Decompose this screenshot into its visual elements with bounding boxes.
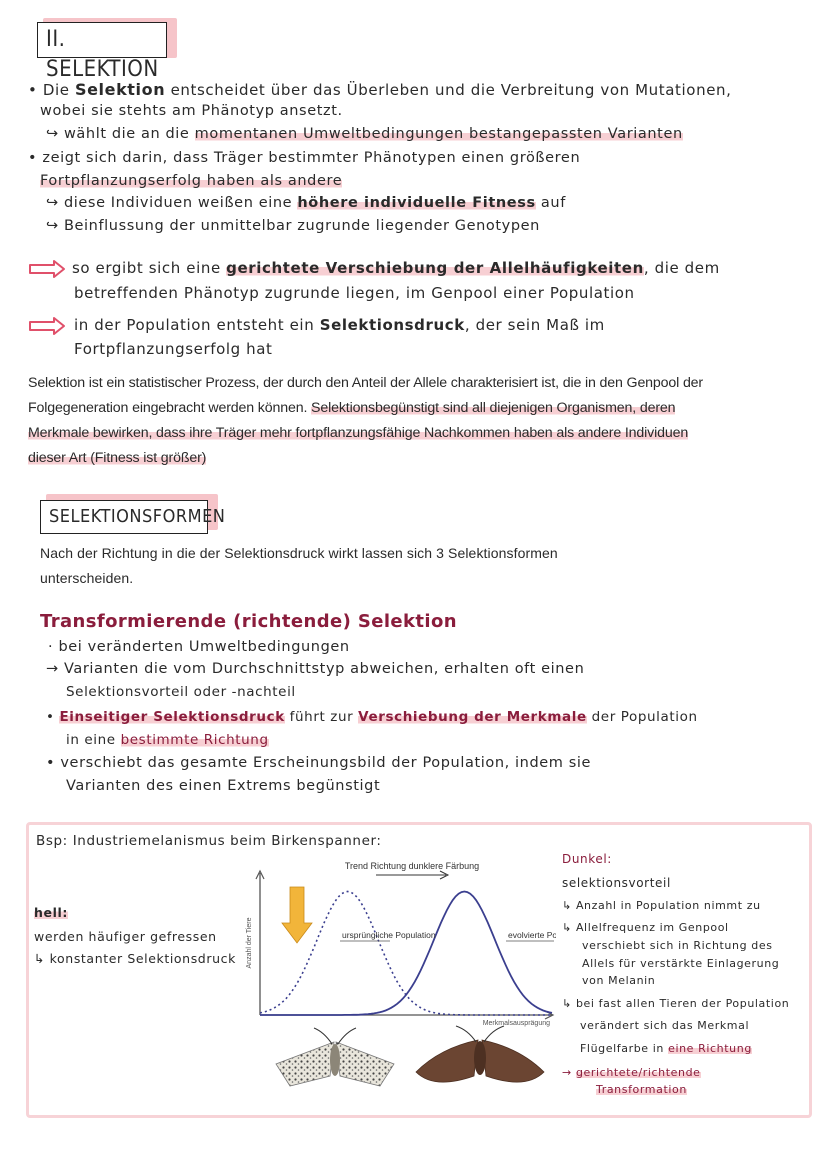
text: verschiebt sich in Richtung des [582,939,773,952]
bullet: • [46,709,55,725]
dunkel-line-6 [582,974,655,987]
intro-line-7 [46,218,540,234]
text: Selektionsvorteil oder -nachteil [66,684,296,700]
text: Flügelfarbe in [580,1042,669,1055]
conclusion-1-line-2 [74,284,635,302]
hook-arrow-icon: ↳ [562,921,572,934]
text: selektionsvorteil [562,876,671,890]
hook-arrow-icon: ↳ [34,951,46,966]
conclusion-1-line-1 [72,259,720,277]
bullet: · [48,639,54,655]
intro-line-2 [40,103,343,119]
bullet: • [28,150,38,166]
example-title [36,833,382,849]
trend-label: Trend Richtung dunklere Färbung [344,861,480,871]
transform-bullet-3 [46,709,698,725]
highlight-text: bestimmte Richtung [120,732,269,748]
evo-pop-label: evolvierte Po [508,930,556,940]
intro-line-1 [28,80,732,99]
text: Folgegeneration eingebracht werden können. [28,400,312,416]
text: verändert sich das Merkmal [580,1019,750,1032]
highlight-text: Selektionsbegünstigt sind all diejenigen Organismen, deren [311,400,676,416]
text: zeigt sich darin, dass Träger bestimmter Phänotypen einen größeren [42,150,581,166]
down-arrow-icon [282,887,312,943]
transform-bullet-3b [66,732,269,748]
text: entscheidet über das Überleben und die Verbreitung von Mutationen, [165,81,732,99]
text: Transformierende (richtende) Selektion [40,611,457,632]
text: in eine [66,732,121,748]
transform-bullet-2 [46,661,584,677]
keyword-selektionsdruck: Selektionsdruck [319,316,465,334]
text: Beinflussung der unmittelbar zugrunde liegender Genotypen [63,218,540,234]
text: bei veränderten Umweltbedingungen [58,639,350,655]
dunkel-line-2 [562,899,761,912]
forms-intro-1 [40,545,558,561]
highlight-text: hell: [34,905,68,920]
forms-heading-wrap [40,500,226,534]
text: Anzahl in Population nimmt zu [575,899,761,912]
dunkel-line-7 [562,997,789,1010]
highlight-text: Transformation [596,1083,687,1096]
highlight-text: Einseitiger Selektionsdruck [59,709,285,725]
arrow-right-icon: → [46,661,59,677]
definition-line-3 [28,425,688,441]
hook-arrow-icon: ↳ [562,899,572,912]
text: wobei sie stehts am Phänotyp ansetzt. [40,103,343,119]
dunkel-line-9 [580,1042,752,1055]
text: Selektion ist ein statistischer Prozess, der durch den Anteil der Allele charakterisiert ist, die in den Genpool der [28,375,703,391]
page-title-wrap [37,22,167,82]
dunkel-line-11 [596,1083,687,1096]
conclusion-2-line-2 [74,340,273,358]
highlight-text: Fortpflanzungserfolg haben als andere [40,173,343,189]
definition-line-2 [28,400,675,416]
hook-arrow-icon: ↪ [46,126,59,142]
highlight-text: gerichtete/richtende [575,1066,701,1079]
orig-pop-label: ursprüngliche Population [342,930,436,940]
highlight-text: dieser Art (Fitness ist größer) [28,450,207,466]
dunkel-line-10 [562,1066,701,1079]
definition-line-1 [28,375,703,391]
selection-chart [240,855,556,1037]
hell-label [34,905,68,920]
text: so ergibt sich eine [72,259,227,277]
highlight-text: eine Richtung [668,1042,752,1055]
text: , die dem [643,259,720,277]
pink-arrow-icon [28,316,66,336]
text: werden häufiger gefressen [34,929,217,944]
transform-bullet-2b [66,684,296,700]
dunkel-label [562,852,612,866]
dunkel-line-1 [562,876,671,890]
text: Bsp: Industriemelanismus beim Birkenspanner: [36,833,382,849]
definition-line-4 [28,450,206,466]
highlight-text: Verschiebung der Merkmale [358,709,587,725]
intro-line-5 [40,173,342,189]
text: konstanter Selektionsdruck [49,951,236,966]
light-moth-image [270,1024,400,1092]
bullet: • [46,755,56,771]
hook-arrow-icon: ↪ [46,195,59,211]
intro-line-6 [46,195,566,211]
text: unterscheiden. [40,570,134,586]
hook-arrow-icon: ↪ [46,218,59,234]
text: Allelfrequenz im Genpool [575,921,729,934]
transform-heading [40,611,457,632]
forms-intro-2 [40,570,133,586]
intro-line-3 [46,126,683,142]
dunkel-line-4 [582,939,773,952]
text: der Population [586,709,698,725]
arrow-right-icon: → [562,1066,572,1079]
text: Varianten des einen Extrems begünstigt [66,778,381,794]
text: Die [42,81,75,99]
text: diese Individuen weißen eine [63,195,298,211]
text: Dunkel: [562,852,612,866]
text: bei fast allen Tieren der Population [575,997,790,1010]
dunkel-line-5 [582,957,779,970]
text: Varianten die vom Durchschnittstyp abweichen, erhalten oft einen [63,661,585,677]
transform-bullet-4b [66,778,380,794]
text: betreffenden Phänotyp zugrunde liegen, im Genpool einer Population [74,284,635,302]
text: auf [535,195,566,211]
text: Allels für verstärkte Einlagerung [582,957,780,970]
text: verschiebt das gesamte Erscheinungsbild der Population, indem sie [60,755,592,771]
x-axis-label: Merkmalsausprägung [482,1020,550,1027]
intro-line-4 [28,150,580,166]
conclusion-2-line-1 [74,316,605,334]
hell-line-1 [34,929,217,944]
text: von Melanin [582,974,656,987]
keyword-selektion: Selektion [74,80,166,99]
text: Nach der Richtung in die der Selektionsdruck wirkt lassen sich 3 Selektionsformen [40,545,558,561]
text: wählt die an die [63,126,195,142]
highlight-text: höhere individuelle Fitness [297,195,536,211]
highlight-text: gerichtete Verschiebung der Allelhäufigkeiten [226,259,644,277]
highlight-text: Merkmale bewirken, dass ihre Träger mehr fortpflanzungsfähige Nachkommen haben als andere Individuen [28,425,689,441]
forms-heading: SELEKTIONSFORMEN [40,500,208,534]
chart-svg [240,855,556,1033]
text: führt zur [284,709,359,725]
transform-bullet-4 [46,755,591,771]
y-axis-label: Anzahl der Tiere [246,917,253,969]
dunkel-line-3 [562,921,729,934]
hell-line-2 [34,951,236,966]
text: in der Population entsteht ein [74,316,320,334]
dunkel-line-8 [580,1019,749,1032]
transform-bullet-1 [48,639,350,655]
text: , der sein Maß im [464,316,605,334]
text: Fortpflanzungserfolg hat [74,340,273,358]
hook-arrow-icon: ↳ [562,997,572,1010]
pink-arrow-icon [28,259,66,279]
page-title: II. SELEKTION [37,22,167,58]
bullet: • [28,81,38,99]
highlight-text: momentanen Umweltbedingungen bestangepassten Varianten [194,126,683,142]
dark-moth-image [410,1024,550,1092]
